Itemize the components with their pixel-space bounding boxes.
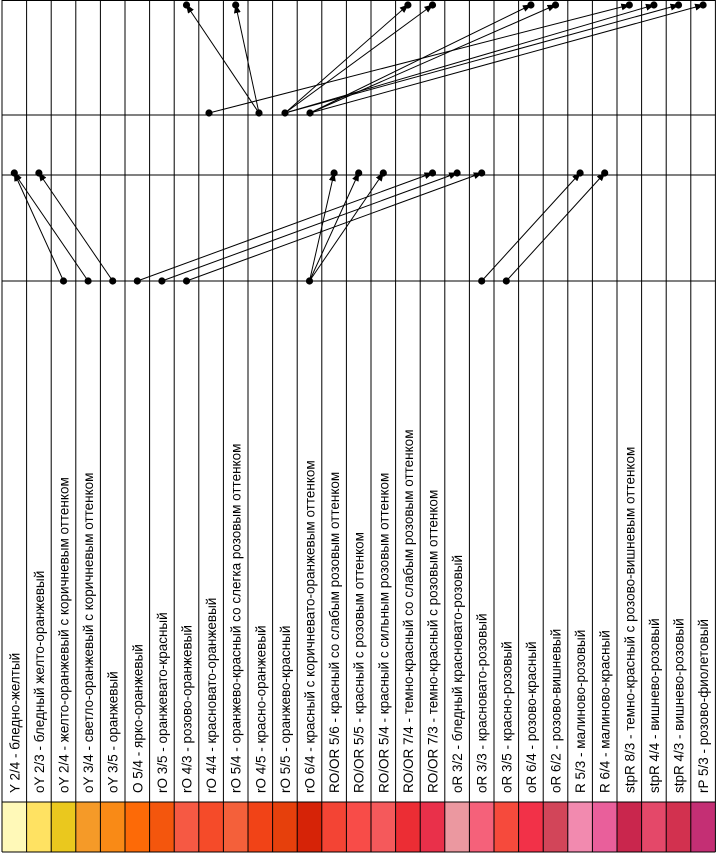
node-dot xyxy=(331,169,338,176)
node-dot xyxy=(380,169,387,176)
color-swatch xyxy=(642,802,667,852)
connection-arrow xyxy=(310,5,703,113)
color-label: oY 3/5 - оранжевый xyxy=(105,671,121,793)
node-dot xyxy=(183,277,190,284)
color-swatch xyxy=(2,802,27,852)
node-dot xyxy=(577,169,584,176)
color-swatch xyxy=(27,802,52,852)
color-swatch xyxy=(199,802,224,852)
node-dot xyxy=(503,277,510,284)
node-dot xyxy=(700,1,707,8)
node-dot xyxy=(306,277,313,284)
node-dot xyxy=(306,109,313,116)
color-swatch xyxy=(494,802,519,852)
color-swatch xyxy=(273,802,298,852)
connection-arrow xyxy=(236,5,259,113)
color-label: rO 4/5 - красно-оранжевый xyxy=(253,625,269,793)
color-label: oY 3/4 - светло-оранжевый с коричневым оттенком xyxy=(81,472,97,793)
color-swatch xyxy=(248,802,273,852)
color-swatch xyxy=(174,802,199,852)
node-dot xyxy=(183,1,190,8)
color-label: R 5/3 - малиново-розовый xyxy=(573,629,589,793)
node-dot xyxy=(11,169,18,176)
color-label: stpR 4/3 - вишнево-розовый xyxy=(671,618,687,793)
node-dot xyxy=(601,169,608,176)
node-dot xyxy=(454,169,461,176)
color-swatch xyxy=(445,802,470,852)
node-dot xyxy=(85,277,92,284)
arrow-connections xyxy=(14,5,703,281)
node-dot xyxy=(675,1,682,8)
connection-arrow xyxy=(482,173,580,281)
color-label: rO 6/4 - красный с коричневато-оранжевым оттенком xyxy=(302,460,318,793)
color-swatch xyxy=(420,802,445,852)
connection-arrow xyxy=(285,5,433,113)
node-dot xyxy=(429,1,436,8)
node-dot xyxy=(109,277,116,284)
node-dot xyxy=(158,277,165,284)
node-dots xyxy=(11,1,707,284)
color-label: stpR 4/4 - вишнево-розовый xyxy=(646,618,662,793)
color-label: stpR 8/3 - темно-красный с розово-вишневым оттенком xyxy=(622,446,638,793)
node-dot xyxy=(255,109,262,116)
color-swatch xyxy=(543,802,568,852)
color-swatch-row xyxy=(2,802,715,852)
color-swatch xyxy=(150,802,175,852)
label-column-group xyxy=(7,429,711,793)
color-label: oR 6/2 - розово-вишневый xyxy=(548,628,564,793)
color-label: RO/OR 7/4 - темно-красный со слабым розовым оттенком xyxy=(400,429,416,793)
color-swatch xyxy=(691,802,716,852)
color-label: RO/OR 5/5 - красный с розовым оттенком xyxy=(351,532,367,793)
connection-arrow xyxy=(14,173,63,281)
color-swatch xyxy=(371,802,396,852)
node-dot xyxy=(355,169,362,176)
connection-arrow xyxy=(162,173,457,281)
node-dot xyxy=(205,109,212,116)
color-swatch xyxy=(346,802,371,852)
color-label: oR 6/4 - розово-красный xyxy=(523,641,539,793)
color-swatch xyxy=(322,802,347,852)
color-label: RO/OR 7/3 - темно-красный с розовым оттенком xyxy=(425,489,441,793)
node-dot xyxy=(35,169,42,176)
connection-arrow xyxy=(285,5,679,113)
color-swatch xyxy=(100,802,125,852)
node-dot xyxy=(429,169,436,176)
color-swatch xyxy=(519,802,544,852)
node-dot xyxy=(552,1,559,8)
color-label: R 6/4 - малиново-красный xyxy=(597,630,613,793)
node-dot xyxy=(281,109,288,116)
color-swatch xyxy=(76,802,101,852)
node-dot xyxy=(134,277,141,284)
node-dot xyxy=(60,277,67,284)
color-label: rP 5/3 - розово-фиолетовый xyxy=(696,619,712,793)
connection-arrow xyxy=(137,173,432,281)
color-swatch xyxy=(396,802,421,852)
color-swatch xyxy=(568,802,593,852)
color-swatch xyxy=(125,802,150,852)
color-label: oY 2/4 - желто-оранжевый с коричневым оттенком xyxy=(56,477,72,793)
color-label: Y 2/4 - бледно-желтый xyxy=(7,652,23,793)
color-label: rO 4/4 - красновато-оранжевый xyxy=(204,597,220,793)
color-swatch xyxy=(592,802,617,852)
node-dot xyxy=(478,277,485,284)
color-label: rO 5/4 - оранжево-красный со слегка розовым оттенком xyxy=(228,443,244,793)
color-swatch xyxy=(666,802,691,852)
connection-arrow xyxy=(209,5,629,113)
color-label: oY 2/3 - бледный желто-оранжевый xyxy=(31,570,47,793)
color-label: oR 3/5 - красно-розовый xyxy=(499,641,515,793)
color-swatch xyxy=(223,802,248,852)
connection-arrow xyxy=(310,173,359,281)
node-dot xyxy=(404,1,411,8)
color-swatch xyxy=(297,802,322,852)
color-swatch xyxy=(51,802,76,852)
color-label: rO 5/5 - оранжево-красный xyxy=(277,625,293,793)
node-dot xyxy=(626,1,633,8)
node-dot xyxy=(527,1,534,8)
color-label: O 5/4 - ярко-оранжевый xyxy=(130,644,146,793)
color-label: RO/OR 5/4 - красный с сильным розовым оттенком xyxy=(376,472,392,793)
color-label: oR 3/2 - бледный красновато-розовый xyxy=(450,554,466,793)
color-label: oR 3/3 - красновато-розовый xyxy=(474,613,490,793)
node-dot xyxy=(478,169,485,176)
color-label: RO/OR 5/6 - красный со слабым розовым оттенком xyxy=(327,471,343,793)
node-dot xyxy=(232,1,239,8)
connection-arrow xyxy=(506,173,604,281)
color-label: rO 3/5 - оранжевато-красный xyxy=(154,612,170,793)
color-label: rO 4/3 - розово-оранжевый xyxy=(179,625,195,793)
color-swatch xyxy=(617,802,642,852)
color-swatch xyxy=(469,802,494,852)
node-dot xyxy=(650,1,657,8)
